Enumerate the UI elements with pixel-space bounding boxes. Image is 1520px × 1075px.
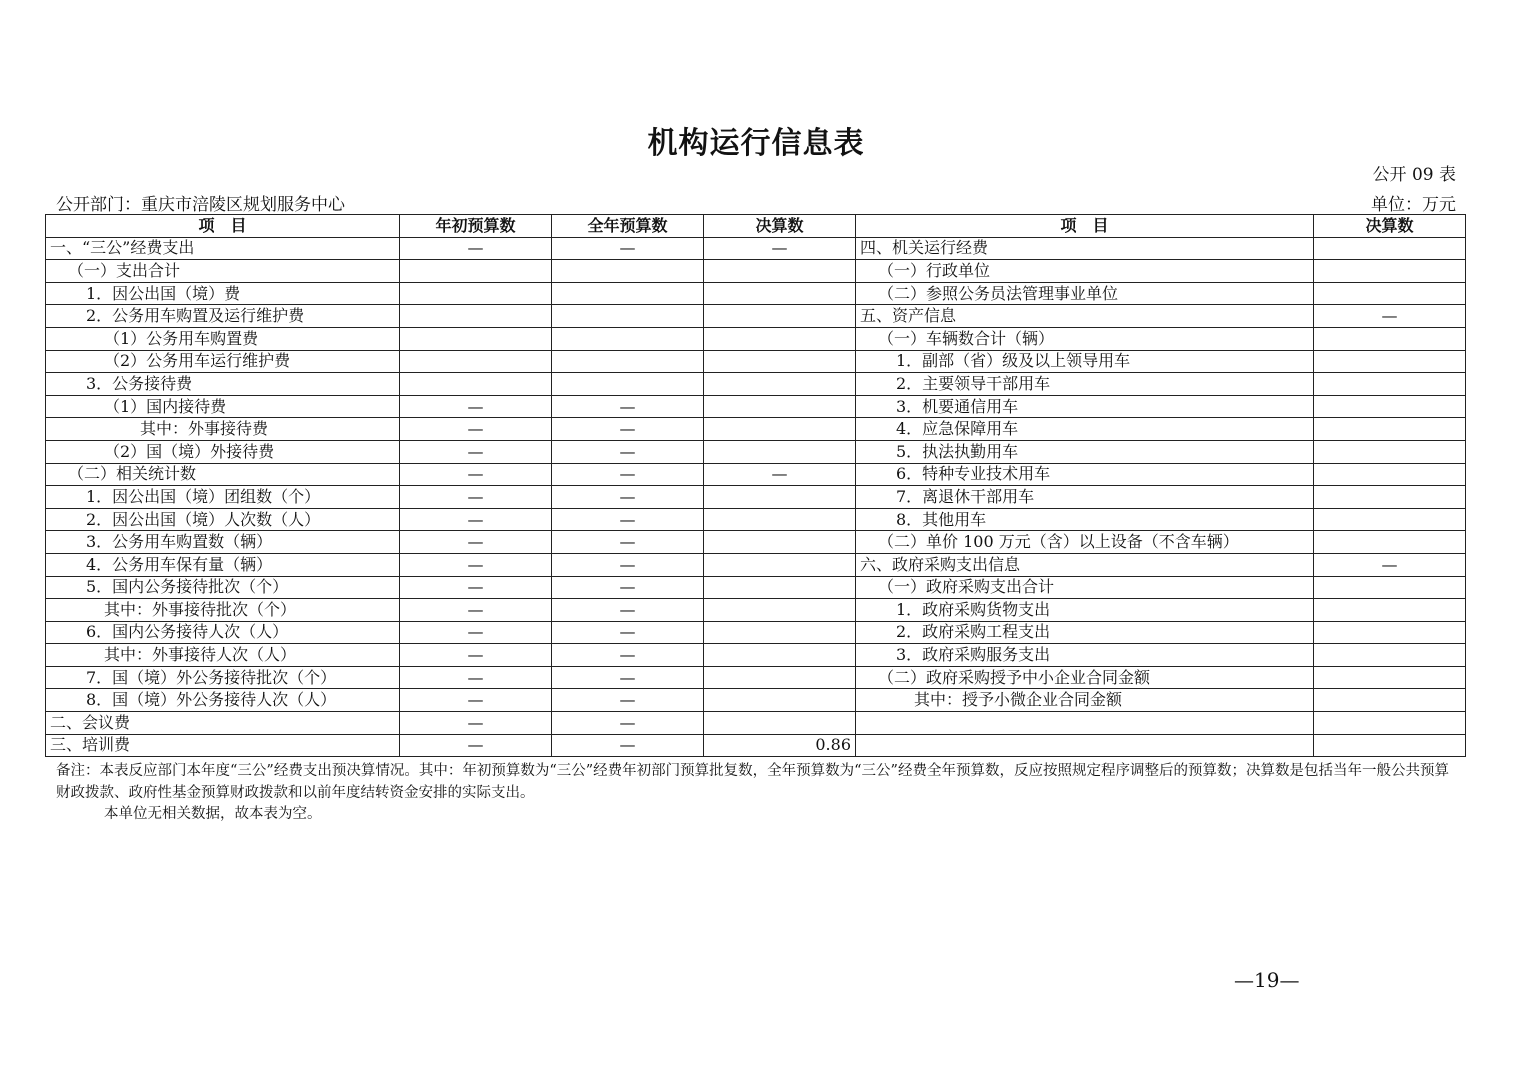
row-full-year-budget: — (552, 712, 704, 735)
row-initial-budget: — (400, 418, 552, 441)
row-full-year-budget: — (552, 237, 704, 260)
row-item-right: 5．执法执勤用车 (856, 440, 1314, 463)
row-item-right: 五、资产信息 (856, 305, 1314, 328)
row-full-year-budget: — (552, 689, 704, 712)
table-row (46, 418, 1466, 441)
row-final-account (704, 305, 856, 328)
row-final-account-right (1314, 599, 1466, 622)
row-item-right: （一）政府采购支出合计 (856, 576, 1314, 599)
row-item-left: 其中：外事接待批次（个） (46, 599, 400, 622)
row-item-right: 1．副部（省）级及以上领导用车 (856, 350, 1314, 373)
row-item-right: 其中：授予小微企业合同金额 (856, 689, 1314, 712)
row-item-right: 8．其他用车 (856, 508, 1314, 531)
row-full-year-budget (552, 282, 704, 305)
row-final-account (704, 576, 856, 599)
table-row (46, 712, 1466, 735)
row-initial-budget: — (400, 486, 552, 509)
row-item-right: 1．政府采购货物支出 (856, 599, 1314, 622)
row-final-account (704, 553, 856, 576)
row-final-account-right (1314, 463, 1466, 486)
row-item-left: 2．因公出国（境）人次数（人） (46, 508, 400, 531)
table-row (46, 350, 1466, 373)
row-item-left: 4．公务用车保有量（辆） (46, 553, 400, 576)
row-item-left: 5．国内公务接待批次（个） (46, 576, 400, 599)
row-item-right: 6．特种专业技术用车 (856, 463, 1314, 486)
row-item-left: 3．公务接待费 (46, 373, 400, 396)
row-initial-budget: — (400, 599, 552, 622)
row-initial-budget: — (400, 508, 552, 531)
row-final-account-right (1314, 282, 1466, 305)
row-item-right (856, 734, 1314, 757)
row-item-left: （1）公务用车购置费 (46, 327, 400, 350)
unit-label: 单位：万元 (1371, 195, 1456, 215)
row-item-left: 一、“三公”经费支出 (46, 237, 400, 260)
table-row (46, 644, 1466, 667)
row-item-right: 2．政府采购工程支出 (856, 621, 1314, 644)
header-item-right: 项 目 (856, 215, 1314, 238)
row-final-account (704, 373, 856, 396)
row-item-right: 2．主要领导干部用车 (856, 373, 1314, 396)
row-final-account (704, 486, 856, 509)
department-label: 公开部门：重庆市涪陵区规划服务中心 (56, 195, 345, 215)
row-final-account-right (1314, 350, 1466, 373)
table-row (46, 553, 1466, 576)
table-header-row (46, 215, 1466, 238)
table-row (46, 508, 1466, 531)
table-row (46, 689, 1466, 712)
row-final-account: 0.86 (704, 734, 856, 757)
row-item-left: （二）相关统计数 (46, 463, 400, 486)
header-initial-budget: 年初预算数 (400, 215, 552, 238)
row-final-account (704, 350, 856, 373)
table-row (46, 327, 1466, 350)
row-item-left: 其中：外事接待人次（人） (46, 644, 400, 667)
row-full-year-budget: — (552, 644, 704, 667)
row-final-account-right (1314, 418, 1466, 441)
row-final-account (704, 508, 856, 531)
page-title: 机构运行信息表 (647, 126, 865, 161)
row-final-account (704, 644, 856, 667)
row-full-year-budget: — (552, 440, 704, 463)
row-final-account (704, 282, 856, 305)
row-full-year-budget: — (552, 621, 704, 644)
row-initial-budget: — (400, 644, 552, 667)
table-row (46, 440, 1466, 463)
row-initial-budget: — (400, 553, 552, 576)
row-final-account-right (1314, 237, 1466, 260)
row-initial-budget (400, 305, 552, 328)
table-row (46, 373, 1466, 396)
row-final-account-right (1314, 712, 1466, 735)
header-final-account-right: 决算数 (1314, 215, 1466, 238)
row-full-year-budget: — (552, 531, 704, 554)
table-row (46, 576, 1466, 599)
row-item-left: （一）支出合计 (46, 260, 400, 283)
table-row (46, 395, 1466, 418)
row-final-account-right (1314, 734, 1466, 757)
row-final-account-right (1314, 576, 1466, 599)
row-full-year-budget: — (552, 508, 704, 531)
row-final-account-right (1314, 689, 1466, 712)
table-row (46, 734, 1466, 757)
table-row (46, 237, 1466, 260)
row-initial-budget (400, 327, 552, 350)
table-row (46, 463, 1466, 486)
row-final-account (704, 621, 856, 644)
table-row (46, 260, 1466, 283)
row-item-left: 1．因公出国（境）费 (46, 282, 400, 305)
row-initial-budget (400, 373, 552, 396)
row-final-account-right (1314, 486, 1466, 509)
row-item-left: 7．国（境）外公务接待批次（个） (46, 666, 400, 689)
row-item-right: （二）单价 100 万元（含）以上设备（不含车辆） (856, 531, 1314, 554)
row-full-year-budget: — (552, 553, 704, 576)
header-item-left: 项 目 (46, 215, 400, 238)
row-final-account-right (1314, 666, 1466, 689)
row-initial-budget (400, 350, 552, 373)
row-final-account (704, 440, 856, 463)
row-item-left: 6．国内公务接待人次（人） (46, 621, 400, 644)
row-final-account (704, 689, 856, 712)
row-full-year-budget: — (552, 666, 704, 689)
row-full-year-budget: — (552, 486, 704, 509)
row-initial-budget: — (400, 237, 552, 260)
row-item-right: 4．应急保障用车 (856, 418, 1314, 441)
table-row (46, 282, 1466, 305)
row-item-right: （二）参照公务员法管理事业单位 (856, 282, 1314, 305)
row-final-account-right (1314, 621, 1466, 644)
row-final-account (704, 531, 856, 554)
row-full-year-budget (552, 327, 704, 350)
row-item-left: 三、培训费 (46, 734, 400, 757)
row-initial-budget: — (400, 621, 552, 644)
row-final-account-right (1314, 644, 1466, 667)
row-full-year-budget (552, 305, 704, 328)
row-final-account-right: — (1314, 553, 1466, 576)
row-initial-budget: — (400, 734, 552, 757)
row-final-account (704, 395, 856, 418)
row-initial-budget: — (400, 576, 552, 599)
row-item-left: （2）国（境）外接待费 (46, 440, 400, 463)
row-item-right: （二）政府采购授予中小企业合同金额 (856, 666, 1314, 689)
row-initial-budget: — (400, 440, 552, 463)
table-row (46, 621, 1466, 644)
table-row (46, 666, 1466, 689)
row-initial-budget: — (400, 395, 552, 418)
header-full-year-budget: 全年预算数 (552, 215, 704, 238)
row-item-right (856, 712, 1314, 735)
row-final-account-right (1314, 327, 1466, 350)
row-item-right: （一）行政单位 (856, 260, 1314, 283)
row-final-account (704, 712, 856, 735)
row-final-account (704, 599, 856, 622)
row-full-year-budget (552, 350, 704, 373)
row-full-year-budget: — (552, 576, 704, 599)
row-initial-budget: — (400, 666, 552, 689)
row-item-left: 2．公务用车购置及运行维护费 (46, 305, 400, 328)
row-final-account-right: — (1314, 305, 1466, 328)
row-final-account (704, 666, 856, 689)
row-full-year-budget: — (552, 395, 704, 418)
row-item-right: 四、机关运行经费 (856, 237, 1314, 260)
row-initial-budget (400, 260, 552, 283)
footnote: 备注：本表反应部门本年度“三公”经费支出预决算情况。其中：年初预算数为“三公”经费年初部门预算批复数，全年预算数为“三公”经费全年预算数，反应按照规定程序调整后的预算数；决算数是包括当年一般公共预算财政拨款、政府性基金预算财政拨款和以前年度结转资金安排的实际支出。 (56, 763, 1449, 801)
row-final-account (704, 260, 856, 283)
table-row (46, 531, 1466, 554)
row-full-year-budget: — (552, 734, 704, 757)
row-final-account: — (704, 463, 856, 486)
row-item-left: 8．国（境）外公务接待人次（人） (46, 689, 400, 712)
row-final-account-right (1314, 531, 1466, 554)
row-item-right: （一）车辆数合计（辆） (856, 327, 1314, 350)
row-item-right: 六、政府采购支出信息 (856, 553, 1314, 576)
row-final-account-right (1314, 508, 1466, 531)
row-full-year-budget: — (552, 463, 704, 486)
table-row (46, 599, 1466, 622)
empty-data-note: 本单位无相关数据，故本表为空。 (104, 806, 322, 822)
row-full-year-budget: — (552, 599, 704, 622)
row-full-year-budget (552, 260, 704, 283)
row-initial-budget: — (400, 463, 552, 486)
row-item-left: 二、会议费 (46, 712, 400, 735)
row-final-account: — (704, 237, 856, 260)
row-item-left: 其中：外事接待费 (46, 418, 400, 441)
form-number: 公开 09 表 (1372, 165, 1456, 185)
row-initial-budget: — (400, 689, 552, 712)
row-item-left: （1）国内接待费 (46, 395, 400, 418)
row-item-right: 7．离退休干部用车 (856, 486, 1314, 509)
row-full-year-budget (552, 373, 704, 396)
row-final-account-right (1314, 373, 1466, 396)
row-item-left: 1．因公出国（境）团组数（个） (46, 486, 400, 509)
info-table (45, 214, 1466, 757)
table-row (46, 486, 1466, 509)
row-initial-budget: — (400, 531, 552, 554)
row-initial-budget: — (400, 712, 552, 735)
row-item-left: 3．公务用车购置数（辆） (46, 531, 400, 554)
row-item-right: 3．政府采购服务支出 (856, 644, 1314, 667)
row-full-year-budget: — (552, 418, 704, 441)
row-final-account-right (1314, 260, 1466, 283)
table-row (46, 305, 1466, 328)
row-initial-budget (400, 282, 552, 305)
row-final-account-right (1314, 395, 1466, 418)
row-final-account (704, 418, 856, 441)
row-final-account-right (1314, 440, 1466, 463)
page-number: —19— (1234, 968, 1300, 992)
row-item-right: 3．机要通信用车 (856, 395, 1314, 418)
header-final-account: 决算数 (704, 215, 856, 238)
row-final-account (704, 327, 856, 350)
row-item-left: （2）公务用车运行维护费 (46, 350, 400, 373)
